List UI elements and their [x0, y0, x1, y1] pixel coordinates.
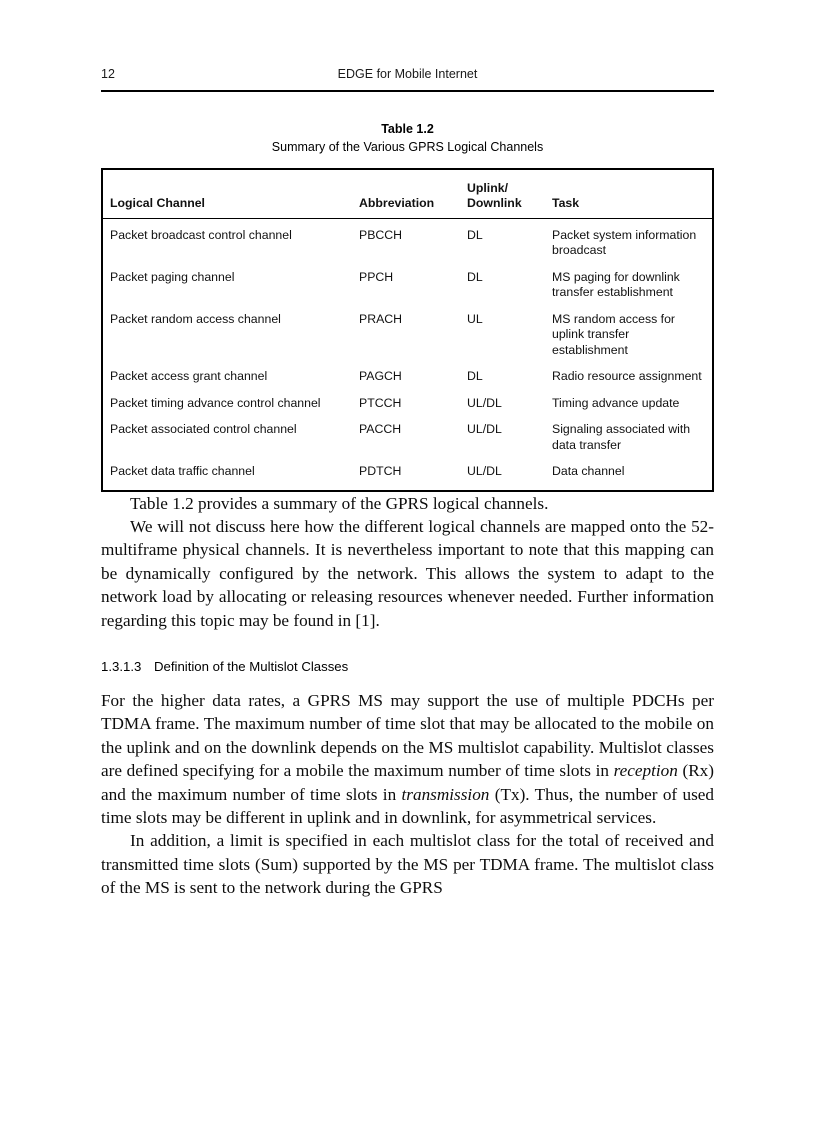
logical-channels-table-frame — [101, 168, 714, 492]
table-caption-number: Table 1.2 — [381, 122, 434, 136]
cell-channel: Packet random access channel — [110, 311, 281, 326]
table-row — [103, 218, 712, 259]
cell-channel: Packet associated control channel — [110, 422, 297, 436]
paragraph-multislot-part2: (Rx) and the maximum number of time slots in — [101, 761, 714, 804]
cell-abbreviation: PPCH — [359, 269, 394, 284]
cell-channel: Packet broadcast control channel — [110, 227, 292, 242]
paragraph-multislot-part3: (Tx). Thus, the number of used time slots may be different in uplink and in downlink, for asymmetrical services. — [101, 784, 714, 827]
cell-task: Radio resource assignment — [552, 369, 702, 383]
cell-abbreviation: PACCH — [359, 422, 402, 436]
cell-abbreviation: PDTCH — [359, 464, 402, 478]
table-row — [103, 301, 712, 359]
column-header-abbreviation: Abbreviation — [359, 170, 467, 218]
running-head — [101, 66, 714, 92]
table-row — [103, 259, 712, 301]
cell-task: Timing advance update — [552, 395, 680, 410]
column-header-task: Task — [552, 170, 712, 218]
cell-abbreviation: PRACH — [359, 311, 403, 326]
cell-channel: Packet paging channel — [110, 269, 235, 284]
table-header-row — [103, 170, 712, 218]
cell-channel: Packet timing advance control channel — [110, 395, 321, 410]
column-header-logical-channel: Logical Channel — [103, 170, 359, 218]
cell-task: Data channel — [552, 464, 625, 478]
cell-direction: UL — [467, 311, 483, 326]
table-header — [103, 170, 712, 218]
paragraph-table-summary: Table 1.2 provides a summary of the GPRS logical channels. — [130, 493, 549, 513]
subsection-number: 1.3.1.3 — [101, 658, 142, 674]
cell-channel: Packet access grant channel — [110, 369, 268, 383]
cell-task: MS paging for downlink transfer establishment — [552, 269, 680, 299]
cell-direction: DL — [467, 227, 483, 242]
column-header-uplink-downlink — [467, 170, 552, 218]
cell-abbreviation: PTCCH — [359, 395, 402, 410]
column-header-uplink-line1: Uplink/ — [467, 180, 508, 195]
table-row — [103, 358, 712, 385]
column-header-uplink-line2: Downlink — [467, 196, 522, 210]
cell-abbreviation: PBCCH — [359, 227, 403, 242]
paragraph-multislot-italic-reception: reception — [613, 761, 678, 781]
logical-channels-table — [103, 170, 712, 490]
subsection-heading — [101, 658, 714, 675]
page-number: 12 — [101, 67, 115, 81]
running-head-title: EDGE for Mobile Internet — [337, 67, 478, 81]
paragraph-multislot-part1: For the higher data rates, a GPRS MS may support the use of multiple PDCHs per TDMA frame. The maximum number of time slot that may be allocated to the mobile on the uplink and on the downlink depends on the MS multislot capability. Multislot classes are defined specifying for a mobile the maximum number of time slots in — [101, 690, 714, 781]
cell-abbreviation: PAGCH — [359, 369, 402, 383]
paragraph-multislot — [101, 689, 714, 829]
paragraph-mapping: We will not discuss here how the different logical channels are mapped onto the 52-multiframe physical channels. It is nevertheless important to note that this mapping can be dynamically configured by the network. This allows the system to adapt to the network load by allocating or releasing resources whenever needed. Further information regarding this topic may be found in [1]. — [101, 516, 714, 630]
paragraph-multislot-italic-transmission: transmission — [401, 784, 490, 804]
table-row — [103, 385, 712, 412]
table-row — [103, 453, 712, 490]
table-row — [103, 411, 712, 453]
cell-direction: UL/DL — [467, 395, 502, 410]
table-caption — [101, 121, 714, 157]
cell-channel: Packet data traffic channel — [110, 464, 255, 478]
cell-direction: UL/DL — [467, 422, 502, 436]
cell-direction: DL — [467, 369, 483, 383]
cell-task: Packet system information broadcast — [552, 227, 697, 257]
cell-direction: UL/DL — [467, 464, 502, 478]
cell-task: MS random access for uplink transfer establishment — [552, 311, 676, 357]
table-body — [103, 218, 712, 490]
cell-direction: DL — [467, 269, 483, 284]
paragraph-sum-limit: In addition, a limit is specified in each multislot class for the total of received and transmitted time slots (Sum) supported by the MS per TDMA frame. The multislot class of the MS is sent to the network during the GPRS — [101, 831, 714, 898]
table-caption-text: Summary of the Various GPRS Logical Channels — [271, 140, 544, 154]
cell-task: Signaling associated with data transfer — [552, 422, 691, 452]
subsection-title: Definition of the Multislot Classes — [154, 658, 349, 674]
body-text — [101, 492, 714, 900]
page-content — [101, 0, 714, 900]
